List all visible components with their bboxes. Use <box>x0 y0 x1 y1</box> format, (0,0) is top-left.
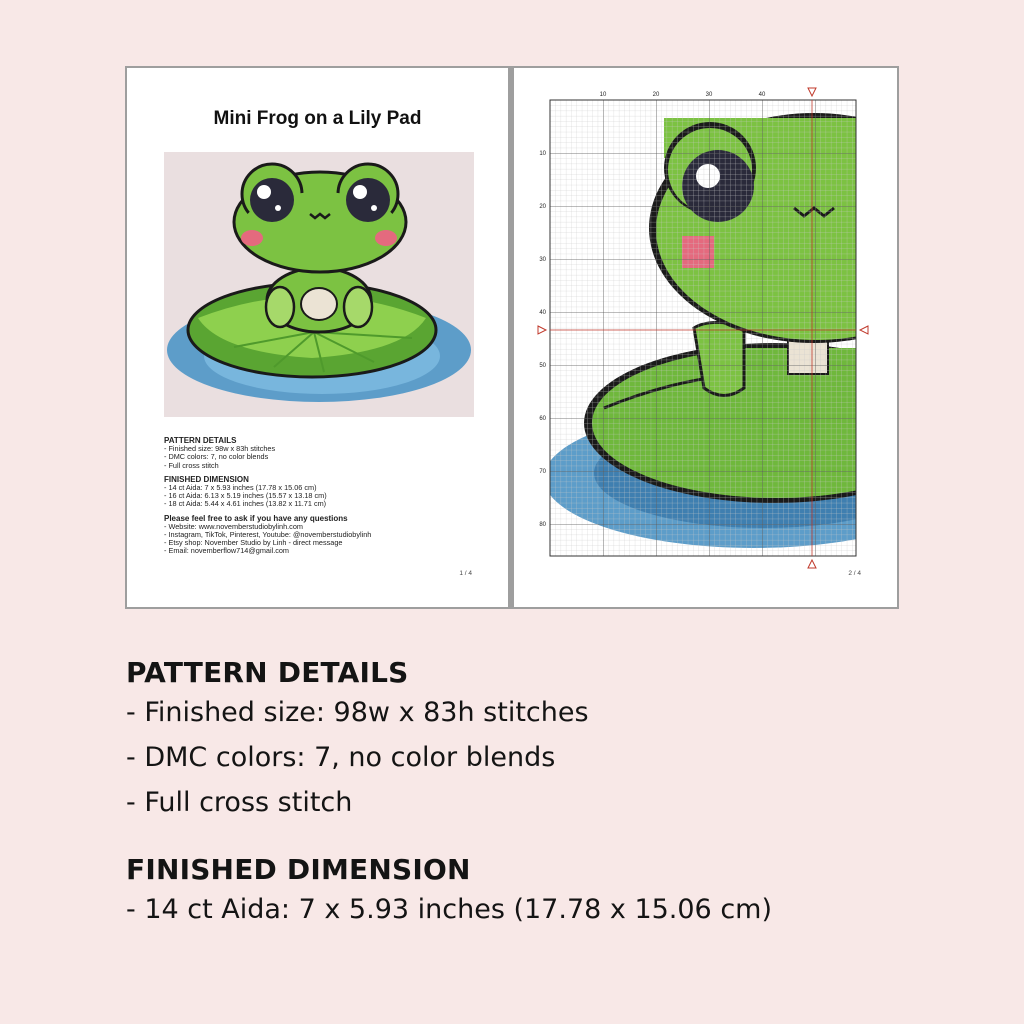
cross-stitch-chart <box>514 68 897 607</box>
contact-line: - Etsy shop: November Studio by Linh - direct message <box>164 538 343 548</box>
dimension-heading: FINISHED DIMENSION <box>164 474 249 484</box>
pattern-details-block <box>164 437 484 556</box>
details-line: - Full cross stitch <box>164 460 219 470</box>
chart-row-label: 10 <box>539 151 546 157</box>
chart-col-label: 10 <box>599 92 607 98</box>
contact-line: - Instagram, TikTok, Pinterest, Youtube: @novemberstudiobylinh <box>164 530 372 540</box>
chart-col-label: 40 <box>758 92 766 98</box>
page-number: 2 / 4 <box>848 570 861 577</box>
details-line: - Finished size: 98w x 83h stitches <box>164 444 276 454</box>
frog-preview-image <box>164 152 474 417</box>
chart-row-label: 80 <box>539 522 546 528</box>
pattern-detail-line: - Finished size: 98w x 83h stitches <box>126 697 589 728</box>
info-block <box>126 656 986 932</box>
details-line: - DMC colors: 7, no color blends <box>164 452 269 462</box>
details-heading: PATTERN DETAILS <box>164 436 237 445</box>
contact-line: - Email: novemberflow714@gmail.com <box>164 546 290 556</box>
chart-row-label: 30 <box>539 257 546 263</box>
dimension-line: - 14 ct Aida: 7 x 5.93 inches (17.78 x 15.06 cm) <box>126 894 772 925</box>
dimension-line: - 18 ct Aida: 5.44 x 4.61 inches (13.82 x 11.71 cm) <box>164 499 327 509</box>
contact-heading: Please feel free to ask if you have any questions <box>164 513 348 523</box>
pattern-spread <box>125 66 899 609</box>
pattern-cover-page <box>127 68 508 607</box>
page-number: 1 / 4 <box>459 570 472 577</box>
finished-dimension-heading: FINISHED DIMENSION <box>126 853 471 886</box>
pattern-details-heading: PATTERN DETAILS <box>126 656 409 689</box>
pattern-detail-line: - Full cross stitch <box>126 787 353 818</box>
spacer <box>126 825 986 853</box>
chart-row-label: 40 <box>539 310 546 316</box>
chart-row-label: 70 <box>539 469 546 475</box>
pattern-title: Mini Frog on a Lily Pad <box>213 108 422 129</box>
contact-line: - Website: www.novemberstudiobylinh.com <box>164 521 303 531</box>
chart-row-label: 60 <box>539 416 546 422</box>
chart-row-label: 50 <box>539 363 546 369</box>
dimension-line: - 16 ct Aida: 6.13 x 5.19 inches (15.57 x 13.18 cm) <box>164 491 327 501</box>
chart-col-label: 20 <box>652 92 660 98</box>
dimension-line: - 14 ct Aida: 7 x 5.93 inches (17.78 x 15.06 cm) <box>164 483 317 493</box>
pattern-chart-page <box>514 68 897 607</box>
pattern-detail-line: - DMC colors: 7, no color blends <box>126 742 556 773</box>
chart-col-label: 30 <box>705 92 713 98</box>
chart-row-label: 20 <box>539 204 546 210</box>
